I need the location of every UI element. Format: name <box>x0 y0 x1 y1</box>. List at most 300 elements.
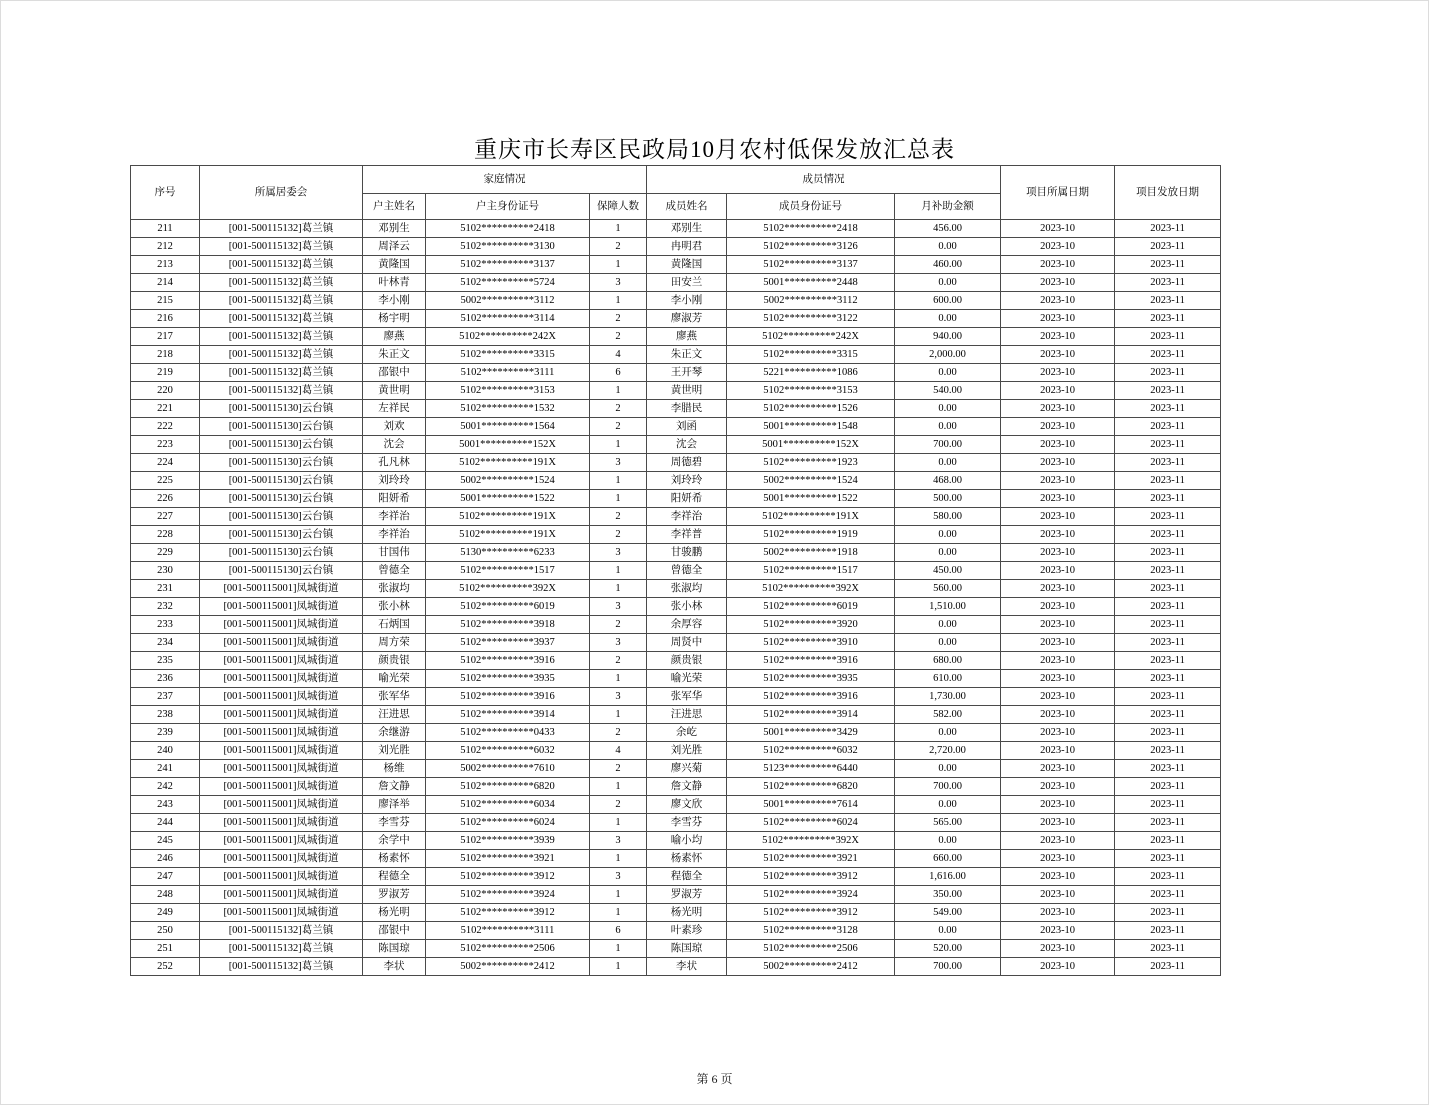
cell-member-name: 喻光荣 <box>647 670 727 688</box>
cell-project-month: 2023-10 <box>1001 580 1115 598</box>
cell-subsidy: 520.00 <box>895 940 1001 958</box>
cell-serial: 220 <box>131 382 200 400</box>
cell-issue-month: 2023-11 <box>1115 544 1221 562</box>
cell-insured-count: 1 <box>590 562 647 580</box>
table-row <box>131 346 1221 364</box>
cell-member-id: 5102**********242X <box>727 328 895 346</box>
cell-project-month: 2023-10 <box>1001 886 1115 904</box>
cell-member-name: 杨素怀 <box>647 850 727 868</box>
cell-head-name: 孔凡林 <box>363 454 426 472</box>
cell-member-id: 5102**********3916 <box>727 652 895 670</box>
cell-project-month: 2023-10 <box>1001 544 1115 562</box>
cell-issue-month: 2023-11 <box>1115 796 1221 814</box>
cell-committee: [001-500115130]云台镇 <box>200 544 363 562</box>
cell-member-name: 王开琴 <box>647 364 727 382</box>
cell-member-id: 5102**********3315 <box>727 346 895 364</box>
cell-project-month: 2023-10 <box>1001 706 1115 724</box>
cell-issue-month: 2023-11 <box>1115 364 1221 382</box>
cell-insured-count: 2 <box>590 724 647 742</box>
cell-head-id: 5102**********1517 <box>426 562 590 580</box>
cell-project-month: 2023-10 <box>1001 274 1115 292</box>
cell-subsidy: 600.00 <box>895 292 1001 310</box>
cell-head-id: 5102**********3130 <box>426 238 590 256</box>
cell-member-name: 甘骏鹏 <box>647 544 727 562</box>
cell-member-name: 冉明君 <box>647 238 727 256</box>
cell-head-id: 5102**********242X <box>426 328 590 346</box>
cell-member-name: 余厚容 <box>647 616 727 634</box>
cell-member-id: 5102**********6820 <box>727 778 895 796</box>
cell-project-month: 2023-10 <box>1001 382 1115 400</box>
cell-subsidy: 549.00 <box>895 904 1001 922</box>
table-row <box>131 886 1221 904</box>
cell-head-id: 5102**********2418 <box>426 220 590 238</box>
cell-insured-count: 1 <box>590 382 647 400</box>
table-row <box>131 958 1221 976</box>
cell-project-month: 2023-10 <box>1001 472 1115 490</box>
cell-issue-month: 2023-11 <box>1115 706 1221 724</box>
cell-serial: 245 <box>131 832 200 850</box>
table-row <box>131 418 1221 436</box>
cell-insured-count: 1 <box>590 670 647 688</box>
table-body <box>131 220 1221 976</box>
cell-head-id: 5102**********3935 <box>426 670 590 688</box>
cell-head-id: 5102**********3924 <box>426 886 590 904</box>
cell-project-month: 2023-10 <box>1001 868 1115 886</box>
cell-insured-count: 3 <box>590 454 647 472</box>
cell-head-id: 5102**********6032 <box>426 742 590 760</box>
cell-serial: 230 <box>131 562 200 580</box>
cell-issue-month: 2023-11 <box>1115 418 1221 436</box>
table-row <box>131 598 1221 616</box>
cell-issue-month: 2023-11 <box>1115 778 1221 796</box>
header-member-id: 成员身份证号 <box>727 194 895 220</box>
cell-issue-month: 2023-11 <box>1115 670 1221 688</box>
cell-project-month: 2023-10 <box>1001 652 1115 670</box>
cell-head-id: 5102**********3921 <box>426 850 590 868</box>
cell-serial: 213 <box>131 256 200 274</box>
cell-committee: [001-500115132]葛兰镇 <box>200 328 363 346</box>
cell-head-id: 5102**********3918 <box>426 616 590 634</box>
cell-issue-month: 2023-11 <box>1115 886 1221 904</box>
cell-head-id: 5002**********1524 <box>426 472 590 490</box>
cell-head-id: 5102**********1532 <box>426 400 590 418</box>
cell-subsidy: 1,510.00 <box>895 598 1001 616</box>
table-row <box>131 544 1221 562</box>
cell-member-name: 李腊民 <box>647 400 727 418</box>
cell-subsidy: 560.00 <box>895 580 1001 598</box>
cell-member-name: 陈国琼 <box>647 940 727 958</box>
cell-member-name: 刘光胜 <box>647 742 727 760</box>
cell-head-id: 5102**********0433 <box>426 724 590 742</box>
cell-project-month: 2023-10 <box>1001 778 1115 796</box>
table-row <box>131 616 1221 634</box>
cell-project-month: 2023-10 <box>1001 760 1115 778</box>
table-row <box>131 526 1221 544</box>
cell-project-month: 2023-10 <box>1001 940 1115 958</box>
cell-member-id: 5102**********392X <box>727 832 895 850</box>
table-row <box>131 814 1221 832</box>
cell-serial: 237 <box>131 688 200 706</box>
cell-serial: 219 <box>131 364 200 382</box>
cell-project-month: 2023-10 <box>1001 598 1115 616</box>
cell-project-month: 2023-10 <box>1001 238 1115 256</box>
table-row <box>131 436 1221 454</box>
cell-serial: 252 <box>131 958 200 976</box>
cell-member-id: 5102**********1526 <box>727 400 895 418</box>
header-head-name: 户主姓名 <box>363 194 426 220</box>
cell-head-name: 杨宇明 <box>363 310 426 328</box>
cell-member-name: 詹文静 <box>647 778 727 796</box>
cell-insured-count: 2 <box>590 508 647 526</box>
cell-project-month: 2023-10 <box>1001 670 1115 688</box>
cell-committee: [001-500115132]葛兰镇 <box>200 292 363 310</box>
cell-serial: 231 <box>131 580 200 598</box>
cell-head-id: 5102**********3111 <box>426 922 590 940</box>
cell-insured-count: 1 <box>590 472 647 490</box>
cell-committee: [001-500115130]云台镇 <box>200 472 363 490</box>
cell-member-id: 5001**********3429 <box>727 724 895 742</box>
cell-member-id: 5102**********3920 <box>727 616 895 634</box>
cell-member-name: 周德碧 <box>647 454 727 472</box>
cell-head-name: 朱正文 <box>363 346 426 364</box>
cell-subsidy: 0.00 <box>895 310 1001 328</box>
cell-project-month: 2023-10 <box>1001 328 1115 346</box>
cell-committee: [001-500115130]云台镇 <box>200 526 363 544</box>
table-row <box>131 904 1221 922</box>
cell-issue-month: 2023-11 <box>1115 580 1221 598</box>
cell-serial: 229 <box>131 544 200 562</box>
cell-member-name: 刘函 <box>647 418 727 436</box>
cell-committee: [001-500115001]凤城街道 <box>200 688 363 706</box>
cell-subsidy: 500.00 <box>895 490 1001 508</box>
cell-serial: 225 <box>131 472 200 490</box>
table-row <box>131 508 1221 526</box>
cell-subsidy: 0.00 <box>895 454 1001 472</box>
cell-member-name: 朱正文 <box>647 346 727 364</box>
header-head-id: 户主身份证号 <box>426 194 590 220</box>
cell-head-id: 5102**********191X <box>426 508 590 526</box>
header-project-month: 项目所属日期 <box>1001 166 1115 220</box>
cell-subsidy: 468.00 <box>895 472 1001 490</box>
cell-head-name: 刘玲玲 <box>363 472 426 490</box>
cell-serial: 238 <box>131 706 200 724</box>
table-row <box>131 238 1221 256</box>
cell-committee: [001-500115001]凤城街道 <box>200 634 363 652</box>
cell-head-id: 5102**********3912 <box>426 904 590 922</box>
cell-head-name: 邵银中 <box>363 922 426 940</box>
cell-member-id: 5221**********1086 <box>727 364 895 382</box>
cell-head-id: 5001**********1522 <box>426 490 590 508</box>
cell-subsidy: 2,720.00 <box>895 742 1001 760</box>
cell-project-month: 2023-10 <box>1001 634 1115 652</box>
cell-member-id: 5002**********2412 <box>727 958 895 976</box>
cell-head-id: 5102**********3916 <box>426 688 590 706</box>
cell-head-name: 廖泽举 <box>363 796 426 814</box>
cell-serial: 234 <box>131 634 200 652</box>
cell-insured-count: 6 <box>590 364 647 382</box>
cell-subsidy: 450.00 <box>895 562 1001 580</box>
cell-member-name: 阳妍希 <box>647 490 727 508</box>
cell-head-name: 刘光胜 <box>363 742 426 760</box>
cell-project-month: 2023-10 <box>1001 256 1115 274</box>
cell-insured-count: 1 <box>590 580 647 598</box>
cell-insured-count: 1 <box>590 958 647 976</box>
cell-committee: [001-500115001]凤城街道 <box>200 580 363 598</box>
cell-head-name: 颜贵银 <box>363 652 426 670</box>
cell-member-name: 杨光明 <box>647 904 727 922</box>
cell-member-name: 李祥治 <box>647 508 727 526</box>
cell-issue-month: 2023-11 <box>1115 814 1221 832</box>
cell-insured-count: 2 <box>590 400 647 418</box>
cell-serial: 224 <box>131 454 200 472</box>
cell-member-name: 李祥普 <box>647 526 727 544</box>
cell-project-month: 2023-10 <box>1001 346 1115 364</box>
cell-committee: [001-500115001]凤城街道 <box>200 850 363 868</box>
cell-member-name: 刘玲玲 <box>647 472 727 490</box>
cell-member-name: 沈会 <box>647 436 727 454</box>
cell-committee: [001-500115001]凤城街道 <box>200 832 363 850</box>
cell-committee: [001-500115001]凤城街道 <box>200 904 363 922</box>
cell-head-name: 周泽云 <box>363 238 426 256</box>
cell-committee: [001-500115130]云台镇 <box>200 508 363 526</box>
cell-insured-count: 1 <box>590 490 647 508</box>
cell-head-id: 5102**********3916 <box>426 652 590 670</box>
table-row <box>131 256 1221 274</box>
cell-head-name: 杨素怀 <box>363 850 426 868</box>
cell-project-month: 2023-10 <box>1001 724 1115 742</box>
cell-head-name: 刘欢 <box>363 418 426 436</box>
cell-member-id: 5102**********1923 <box>727 454 895 472</box>
cell-head-name: 余继游 <box>363 724 426 742</box>
cell-issue-month: 2023-11 <box>1115 724 1221 742</box>
cell-project-month: 2023-10 <box>1001 310 1115 328</box>
cell-insured-count: 2 <box>590 328 647 346</box>
cell-member-id: 5102**********392X <box>727 580 895 598</box>
cell-member-id: 5102**********3153 <box>727 382 895 400</box>
cell-issue-month: 2023-11 <box>1115 310 1221 328</box>
cell-issue-month: 2023-11 <box>1115 526 1221 544</box>
cell-insured-count: 2 <box>590 616 647 634</box>
cell-issue-month: 2023-11 <box>1115 598 1221 616</box>
cell-insured-count: 1 <box>590 778 647 796</box>
cell-issue-month: 2023-11 <box>1115 328 1221 346</box>
cell-member-id: 5002**********1524 <box>727 472 895 490</box>
cell-member-name: 黄世明 <box>647 382 727 400</box>
cell-head-id: 5102**********6034 <box>426 796 590 814</box>
cell-issue-month: 2023-11 <box>1115 400 1221 418</box>
table-row <box>131 634 1221 652</box>
cell-issue-month: 2023-11 <box>1115 292 1221 310</box>
cell-head-name: 石炳国 <box>363 616 426 634</box>
cell-member-name: 黄隆国 <box>647 256 727 274</box>
cell-head-name: 罗淑芳 <box>363 886 426 904</box>
cell-member-id: 5001**********7614 <box>727 796 895 814</box>
cell-subsidy: 680.00 <box>895 652 1001 670</box>
cell-head-id: 5102**********3937 <box>426 634 590 652</box>
cell-issue-month: 2023-11 <box>1115 508 1221 526</box>
cell-member-id: 5102**********3912 <box>727 868 895 886</box>
cell-subsidy: 0.00 <box>895 922 1001 940</box>
cell-insured-count: 3 <box>590 688 647 706</box>
cell-committee: [001-500115130]云台镇 <box>200 436 363 454</box>
header-serial: 序号 <box>131 166 200 220</box>
cell-member-id: 5102**********6019 <box>727 598 895 616</box>
cell-project-month: 2023-10 <box>1001 526 1115 544</box>
cell-member-name: 周贤中 <box>647 634 727 652</box>
cell-insured-count: 3 <box>590 868 647 886</box>
cell-head-name: 李状 <box>363 958 426 976</box>
cell-committee: [001-500115132]葛兰镇 <box>200 922 363 940</box>
cell-serial: 218 <box>131 346 200 364</box>
cell-issue-month: 2023-11 <box>1115 634 1221 652</box>
cell-insured-count: 3 <box>590 634 647 652</box>
cell-head-name: 张军华 <box>363 688 426 706</box>
cell-subsidy: 0.00 <box>895 616 1001 634</box>
cell-serial: 215 <box>131 292 200 310</box>
cell-member-id: 5002**********1918 <box>727 544 895 562</box>
cell-insured-count: 2 <box>590 526 647 544</box>
cell-serial: 214 <box>131 274 200 292</box>
cell-subsidy: 0.00 <box>895 634 1001 652</box>
cell-head-id: 5001**********152X <box>426 436 590 454</box>
cell-issue-month: 2023-11 <box>1115 958 1221 976</box>
cell-committee: [001-500115130]云台镇 <box>200 454 363 472</box>
table-row <box>131 742 1221 760</box>
cell-subsidy: 582.00 <box>895 706 1001 724</box>
cell-serial: 221 <box>131 400 200 418</box>
header-family-group: 家庭情况 <box>363 166 647 194</box>
cell-head-name: 邓别生 <box>363 220 426 238</box>
table-row <box>131 706 1221 724</box>
subsidy-summary-table <box>130 165 1221 976</box>
table-row <box>131 760 1221 778</box>
cell-issue-month: 2023-11 <box>1115 472 1221 490</box>
cell-head-name: 邵银中 <box>363 364 426 382</box>
cell-subsidy: 1,730.00 <box>895 688 1001 706</box>
cell-committee: [001-500115132]葛兰镇 <box>200 220 363 238</box>
cell-issue-month: 2023-11 <box>1115 652 1221 670</box>
cell-member-id: 5102**********3910 <box>727 634 895 652</box>
cell-member-name: 李状 <box>647 958 727 976</box>
cell-member-name: 李小刚 <box>647 292 727 310</box>
table-row <box>131 454 1221 472</box>
cell-member-name: 廖文欣 <box>647 796 727 814</box>
cell-serial: 239 <box>131 724 200 742</box>
cell-member-name: 张淑均 <box>647 580 727 598</box>
cell-serial: 242 <box>131 778 200 796</box>
cell-subsidy: 0.00 <box>895 796 1001 814</box>
cell-serial: 233 <box>131 616 200 634</box>
cell-member-id: 5102**********3921 <box>727 850 895 868</box>
cell-project-month: 2023-10 <box>1001 832 1115 850</box>
cell-member-id: 5102**********3916 <box>727 688 895 706</box>
cell-committee: [001-500115132]葛兰镇 <box>200 346 363 364</box>
cell-member-id: 5102**********3126 <box>727 238 895 256</box>
cell-insured-count: 2 <box>590 760 647 778</box>
table-row <box>131 220 1221 238</box>
cell-insured-count: 2 <box>590 310 647 328</box>
cell-serial: 216 <box>131 310 200 328</box>
cell-insured-count: 1 <box>590 814 647 832</box>
cell-issue-month: 2023-11 <box>1115 832 1221 850</box>
cell-head-name: 甘国伟 <box>363 544 426 562</box>
cell-head-id: 5002**********2412 <box>426 958 590 976</box>
cell-serial: 247 <box>131 868 200 886</box>
cell-member-name: 廖兴菊 <box>647 760 727 778</box>
cell-issue-month: 2023-11 <box>1115 616 1221 634</box>
cell-head-name: 喻光荣 <box>363 670 426 688</box>
cell-insured-count: 1 <box>590 436 647 454</box>
cell-insured-count: 3 <box>590 598 647 616</box>
cell-head-name: 张淑均 <box>363 580 426 598</box>
cell-committee: [001-500115132]葛兰镇 <box>200 364 363 382</box>
cell-committee: [001-500115001]凤城街道 <box>200 616 363 634</box>
cell-member-id: 5102**********3137 <box>727 256 895 274</box>
table-row <box>131 328 1221 346</box>
cell-head-name: 汪进思 <box>363 706 426 724</box>
cell-insured-count: 1 <box>590 850 647 868</box>
cell-member-name: 张军华 <box>647 688 727 706</box>
cell-serial: 211 <box>131 220 200 238</box>
cell-issue-month: 2023-11 <box>1115 904 1221 922</box>
cell-subsidy: 580.00 <box>895 508 1001 526</box>
cell-member-name: 汪进思 <box>647 706 727 724</box>
cell-subsidy: 540.00 <box>895 382 1001 400</box>
cell-serial: 222 <box>131 418 200 436</box>
cell-issue-month: 2023-11 <box>1115 454 1221 472</box>
cell-head-name: 李小刚 <box>363 292 426 310</box>
cell-subsidy: 700.00 <box>895 778 1001 796</box>
cell-member-id: 5102**********1919 <box>727 526 895 544</box>
cell-insured-count: 1 <box>590 706 647 724</box>
cell-head-id: 5002**********7610 <box>426 760 590 778</box>
cell-head-id: 5102**********3315 <box>426 346 590 364</box>
cell-member-id: 5002**********3112 <box>727 292 895 310</box>
cell-insured-count: 3 <box>590 544 647 562</box>
cell-issue-month: 2023-11 <box>1115 688 1221 706</box>
cell-project-month: 2023-10 <box>1001 400 1115 418</box>
cell-committee: [001-500115001]凤城街道 <box>200 706 363 724</box>
cell-member-id: 5001**********1522 <box>727 490 895 508</box>
cell-issue-month: 2023-11 <box>1115 850 1221 868</box>
cell-member-id: 5102**********6024 <box>727 814 895 832</box>
table-row <box>131 778 1221 796</box>
cell-member-id: 5102**********3122 <box>727 310 895 328</box>
cell-head-name: 李祥治 <box>363 526 426 544</box>
cell-head-id: 5102**********6019 <box>426 598 590 616</box>
table-row <box>131 364 1221 382</box>
cell-serial: 250 <box>131 922 200 940</box>
cell-insured-count: 4 <box>590 346 647 364</box>
cell-member-id: 5102**********1517 <box>727 562 895 580</box>
cell-project-month: 2023-10 <box>1001 418 1115 436</box>
cell-insured-count: 3 <box>590 832 647 850</box>
cell-subsidy: 0.00 <box>895 724 1001 742</box>
cell-head-name: 廖燕 <box>363 328 426 346</box>
cell-head-name: 陈国琼 <box>363 940 426 958</box>
cell-insured-count: 2 <box>590 418 647 436</box>
cell-member-name: 邓别生 <box>647 220 727 238</box>
cell-committee: [001-500115001]凤城街道 <box>200 652 363 670</box>
cell-head-name: 曾德全 <box>363 562 426 580</box>
cell-serial: 223 <box>131 436 200 454</box>
cell-committee: [001-500115001]凤城街道 <box>200 868 363 886</box>
table-row <box>131 724 1221 742</box>
cell-insured-count: 1 <box>590 886 647 904</box>
cell-member-id: 5102**********6032 <box>727 742 895 760</box>
cell-project-month: 2023-10 <box>1001 742 1115 760</box>
cell-subsidy: 610.00 <box>895 670 1001 688</box>
